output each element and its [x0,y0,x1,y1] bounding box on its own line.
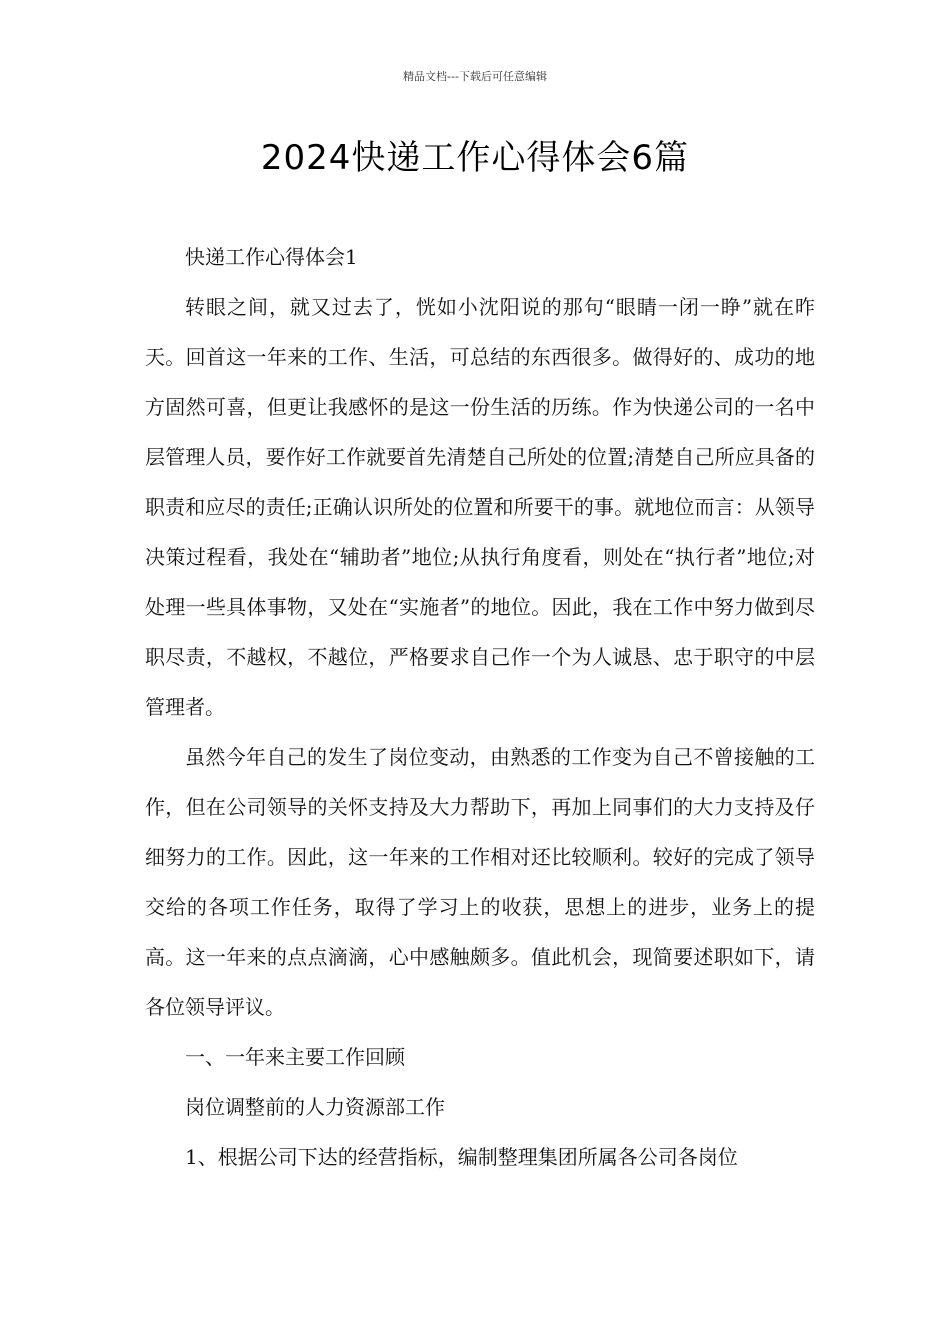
section-heading: 一、一年来主要工作回顾 [185,1045,405,1069]
subsection-heading: 岗位调整前的人力资源部工作 [185,1095,445,1119]
document-body [145,232,815,1182]
paragraph: 1、根据公司下达的经营指标，编制整理集团所属各公司各岗位 [185,1145,738,1169]
header-note: 精品文档---下载后可任意编辑 [403,70,547,83]
document-title: 2024快递工作心得体会6篇 [260,138,690,178]
paragraph: 虽然今年自己的发生了岗位变动，由熟悉的工作变为自己不曾接触的工作，但在公司领导的关怀支持及大力帮助下，再加上同事们的大力支持及仔细努力的工作。因此，这一年来的工作相对还比较顺利。较好的完成了领导交给的各项工作任务，取得了学习上的收获，思想上的进步，业务上的提高。这一年来的点点滴滴，心中感触颇多。值此机会，现简要述职如下，请各位领导评议。 [145,745,815,1019]
paragraph: 转眼之间，就又过去了，恍如小沈阳说的那句“眼睛一闭一睁”就在昨天。回首这一年来的工作、生活，可总结的东西很多。做得好的、成功的地方固然可喜，但更让我感怀的是这一份生活的历练。作为快递公司的一名中层管理人员，要作好工作就要首先清楚自己所处的位置;清楚自己所应具备的职责和应尽的责任;正确认识所处的位置和所要干的事。就地位而言：从领导决策过程看，我处在“辅助者”地位;从执行角度看，则处在“执行者”地位;对处理一些具体事物，又处在“实施者”的地位。因此，我在工作中努力做到尽职尽责，不越权，不越位，严格要求自己作一个为人诚恳、忠于职守的中层管理者。 [145,295,815,719]
section-heading: 快递工作心得体会1 [185,245,358,269]
